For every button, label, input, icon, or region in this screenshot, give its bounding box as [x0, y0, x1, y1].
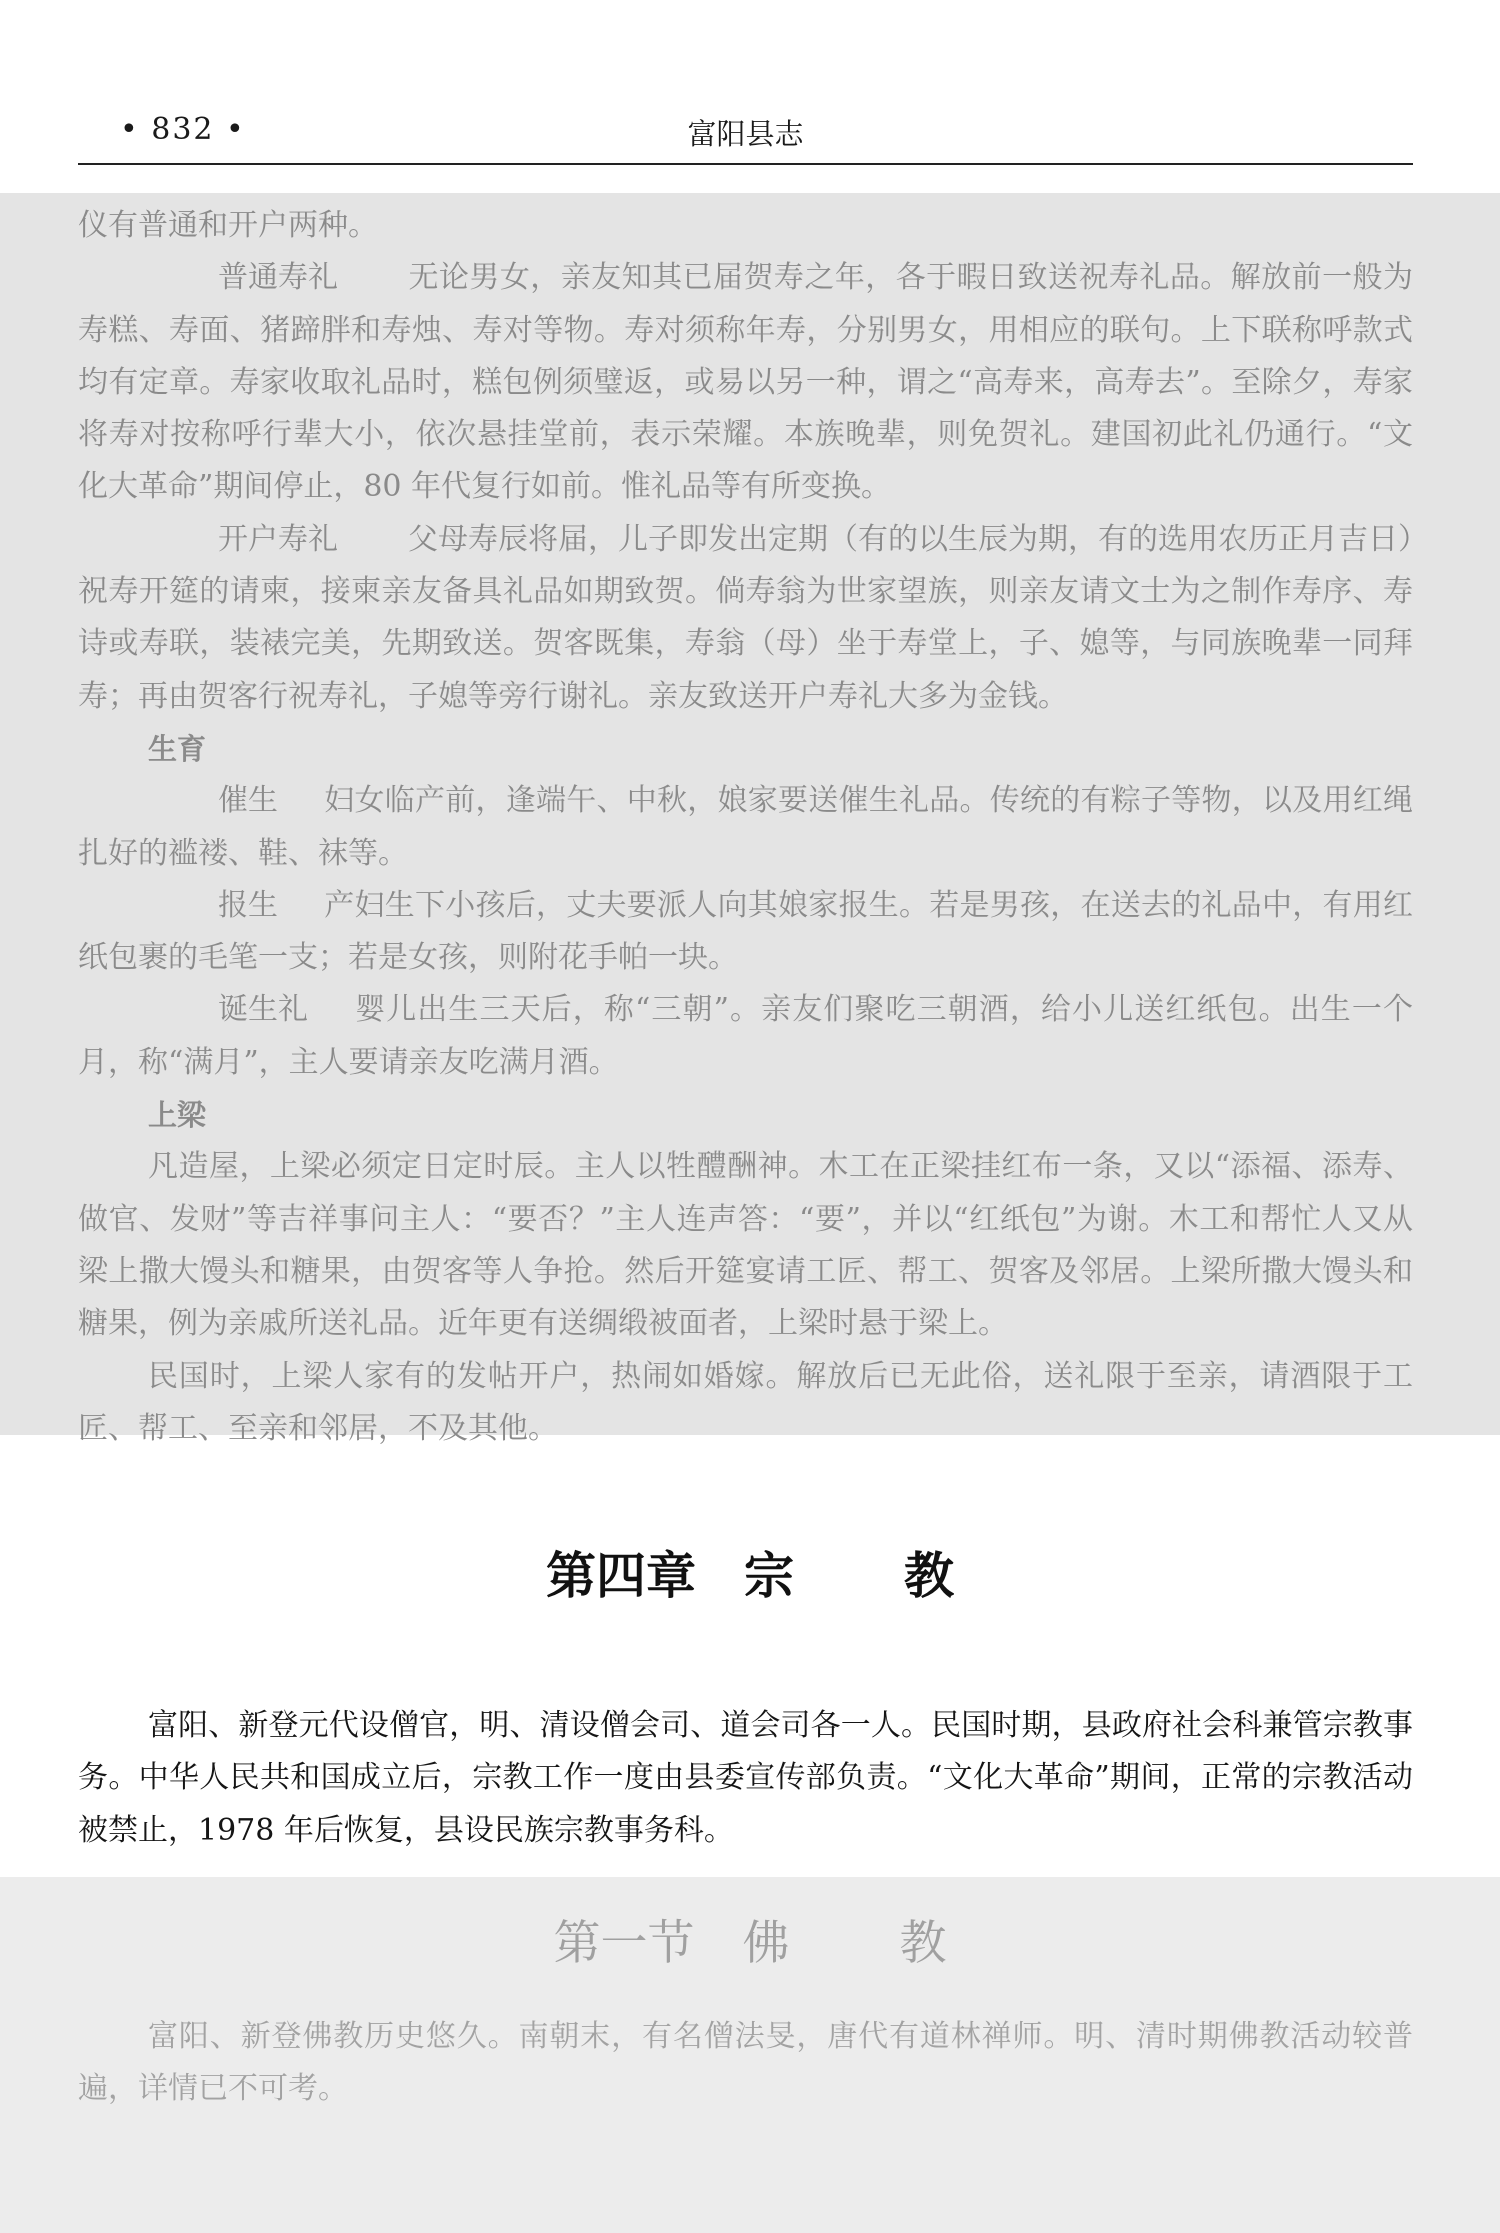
paragraph-text: 产妇生下小孩后，丈夫要派人向其娘家报生。若是男孩，在送去的礼品中，有用红纸包裹的毛笔一支；若是女孩，则附花手帕一块。: [78, 887, 1413, 976]
running-title: 富阳县志: [687, 117, 804, 151]
subheading-birth: 生育: [148, 731, 207, 766]
customs-text: [78, 200, 1413, 1455]
section-title-char-1: 佛: [742, 1916, 790, 1971]
chapter-intro: [78, 1700, 1413, 1857]
paragraph-text: 无论男女，亲友知其已届贺寿之年，各于暇日致送祝寿礼品。解放前一般为寿糕、寿面、猪蹄胖和寿烛、寿对等物。寿对须称年寿，分别男女，用相应的联句。上下联称呼款式均有定章。寿家收取礼品时，糕包例须璧返，或易以另一种，谓之“高寿来，高寿去”。至除夕，寿家将寿对按称呼行辈大小，依次悬挂堂前，表示荣耀。本族晚辈，则免贺礼。建国初此礼仍通行。“文化大革命”期间停止，80 年代复行如前。惟礼品等有所变换。: [78, 260, 1413, 505]
header-rule: [78, 163, 1413, 165]
intro-line: 仪有普通和开户两种。: [78, 208, 378, 243]
chapter-title-char-1: 宗: [744, 1547, 794, 1605]
paragraph-birth-ceremony: [78, 984, 1413, 1089]
page-header: [78, 112, 1413, 158]
term-label: 报生: [218, 887, 278, 923]
subheading-beam: 上梁: [148, 1098, 207, 1133]
paragraph-common-birthday: [78, 252, 1413, 513]
section-text: [78, 2011, 1413, 2116]
term-label: 催生: [218, 783, 278, 819]
chapter-intro-paragraph: 富阳、新登元代设僧官，明、清设僧会司、道会司各一人。民国时期，县政府社会科兼管宗教事务。中华人民共和国成立后，宗教工作一度由县委宣传部负责。“文化大革命”期间，正常的宗教活动被禁止，1978 年后恢复，县设民族宗教事务科。: [78, 1708, 1413, 1848]
section-title: [0, 1906, 1500, 1973]
section-paragraph: 富阳、新登佛教历史悠久。南朝末，有名僧法旻，唐代有道林禅师。明、清时期佛教活动较普遍，详情已不可考。: [78, 2019, 1413, 2107]
section-number: 第一节: [553, 1916, 695, 1971]
paragraph-report-birth: [78, 880, 1413, 985]
chapter-title: [0, 1536, 1500, 1608]
paragraph-text: 父母寿辰将届，儿子即发出定期（有的以生辰为期，有的选用农历正月吉日）祝寿开筵的请柬，接柬亲友备具礼品如期致贺。倘寿翁为世家望族，则亲友请文士为之制作寿序、寿诗或寿联，装裱完美，先期致送。贺客既集，寿翁（母）坐于寿堂上，子、媳等，与同族晚辈一同拜寿；再由贺客行祝寿礼，子媳等旁行谢礼。亲友致送开户寿礼大多为金钱。: [78, 521, 1413, 714]
paragraph-open-birthday: [78, 514, 1413, 723]
page-number: • 832 •: [120, 112, 246, 147]
paragraph-hasten-birth: [78, 775, 1413, 880]
section-title-char-2: 教: [899, 1916, 947, 1971]
term-label: 普通寿礼: [218, 260, 338, 296]
term-label: 开户寿礼: [218, 521, 338, 557]
term-label: 诞生礼: [218, 992, 308, 1028]
chapter-title-char-2: 教: [904, 1547, 954, 1605]
paragraph-beam-1: 凡造屋，上梁必须定日定时辰。主人以牲醴酬神。木工在正梁挂红布一条，又以“添福、添寿、做官、发财”等吉祥事问主人：“要否？”主人连声答：“要”，并以“红纸包”为谢。木工和帮忙人又从梁上撒大馒头和糖果，由贺客等人争抢。然后开筵宴请工匠、帮工、贺客及邻居。上梁所撒大馒头和糖果，例为亲戚所送礼品。近年更有送绸缎被面者，上梁时悬于梁上。: [78, 1149, 1413, 1342]
chapter-number: 第四章: [546, 1547, 696, 1605]
paragraph-text: 妇女临产前，逢端午、中秋，娘家要送催生礼品。传统的有粽子等物，以及用红绳扎好的褴褛、鞋、袜等。: [78, 783, 1413, 871]
paragraph-beam-2: 民国时，上梁人家有的发帖开户，热闹如婚嫁。解放后已无此俗，送礼限于至亲，请酒限于工匠、帮工、至亲和邻居，不及其他。: [78, 1358, 1413, 1446]
paragraph-text: 婴儿出生三天后，称“三朝”。亲友们聚吃三朝酒，给小儿送红纸包。出生一个月，称“满月”，主人要请亲友吃满月酒。: [78, 992, 1413, 1080]
